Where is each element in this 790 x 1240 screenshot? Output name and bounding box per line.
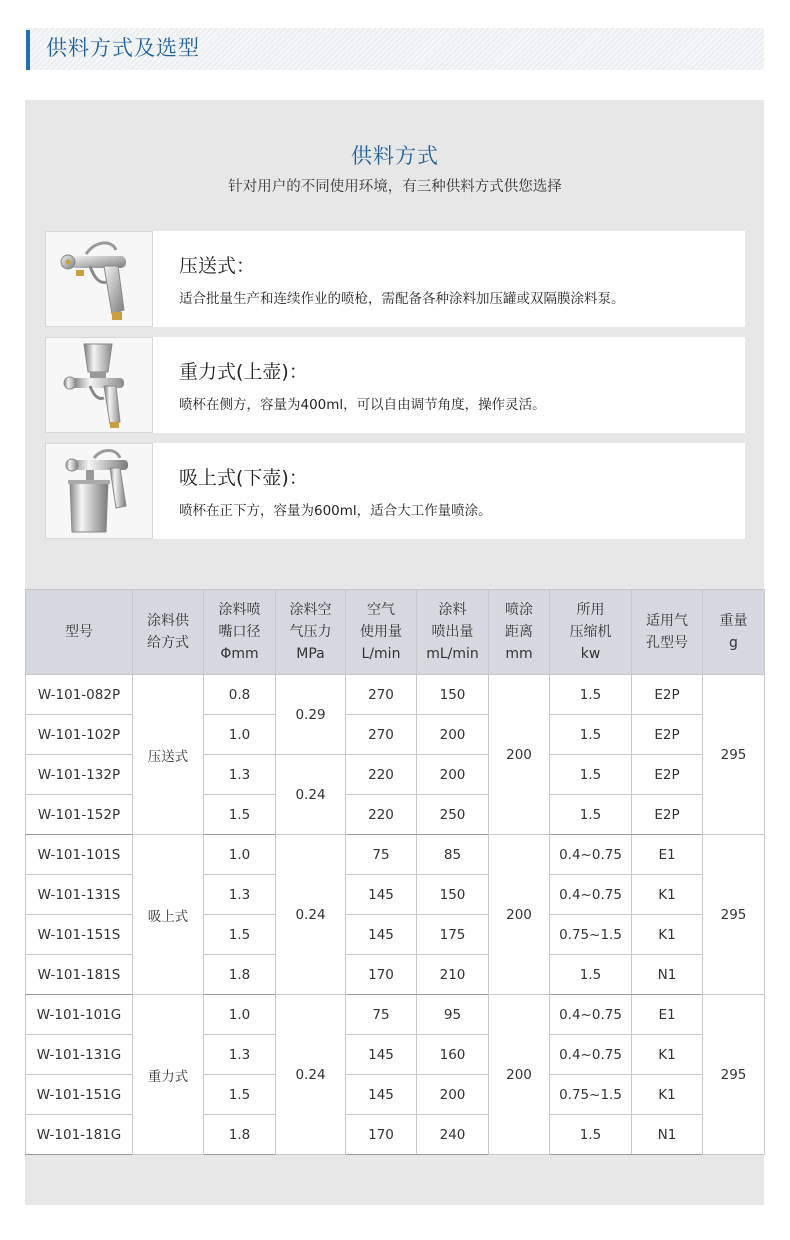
gravity-gun-svg xyxy=(46,338,152,432)
air-cap-cell: E2P xyxy=(632,715,703,755)
paint-output-cell: 95 xyxy=(417,995,489,1035)
model-cell: W-101-151S xyxy=(26,915,133,955)
card-desc: 适合批量生产和连续作业的喷枪，需配备各种涂料加压罐或双隔膜涂料泵。 xyxy=(179,291,625,307)
table-row xyxy=(26,995,765,1035)
header-line: 空气 xyxy=(367,602,395,618)
compressor-cell: 1.5 xyxy=(550,715,632,755)
suction-gun-svg xyxy=(46,444,152,538)
paint-output-cell: 200 xyxy=(417,1075,489,1115)
nozzle-cell: 1.5 xyxy=(204,915,276,955)
air-usage-cell: 75 xyxy=(346,835,417,875)
card-name: 重力式(上壶)： xyxy=(179,361,308,383)
paint-output-cell: 150 xyxy=(417,675,489,715)
compressor-cell: 0.4~0.75 xyxy=(550,835,632,875)
feed-card-pressure xyxy=(45,231,745,327)
air-usage-cell: 220 xyxy=(346,795,417,835)
pressure-cell: 0.24 xyxy=(276,835,346,995)
pressure-cell: 0.24 xyxy=(276,755,346,835)
header-line: 型号 xyxy=(65,624,93,640)
model-cell: W-101-101G xyxy=(26,995,133,1035)
header-line: mm xyxy=(505,646,533,662)
header-line: 重量 xyxy=(719,613,748,629)
spec-table xyxy=(25,589,765,1155)
table-header-cell xyxy=(417,590,489,675)
table-header-row xyxy=(26,590,765,675)
header-line: 适用气 xyxy=(646,613,688,629)
pressure-feed-spray-gun-icon xyxy=(45,231,153,327)
table-header-cell xyxy=(204,590,276,675)
weight-cell: 295 xyxy=(703,675,765,835)
table-header-cell xyxy=(133,590,204,675)
model-cell: W-101-101S xyxy=(26,835,133,875)
nozzle-cell: 1.8 xyxy=(204,1115,276,1155)
paint-output-cell: 200 xyxy=(417,715,489,755)
air-usage-cell: 270 xyxy=(346,675,417,715)
model-cell: W-101-131S xyxy=(26,875,133,915)
air-cap-cell: N1 xyxy=(632,955,703,995)
weight-cell: 295 xyxy=(703,995,765,1155)
card-desc: 喷杯在正下方，容量为600ml，适合大工作量喷涂。 xyxy=(179,503,492,519)
model-cell: W-101-151G xyxy=(26,1075,133,1115)
nozzle-cell: 0.8 xyxy=(204,675,276,715)
nozzle-cell: 1.0 xyxy=(204,715,276,755)
air-cap-cell: K1 xyxy=(632,1035,703,1075)
compressor-cell: 1.5 xyxy=(550,675,632,715)
header-line: Φmm xyxy=(220,646,259,662)
table-row xyxy=(26,675,765,715)
air-cap-cell: K1 xyxy=(632,1075,703,1115)
table-header-cell xyxy=(550,590,632,675)
nozzle-cell: 1.0 xyxy=(204,835,276,875)
nozzle-cell: 1.0 xyxy=(204,995,276,1035)
paint-output-cell: 175 xyxy=(417,915,489,955)
header-line: g xyxy=(729,635,738,651)
model-cell: W-101-132P xyxy=(26,755,133,795)
distance-cell: 200 xyxy=(489,835,550,995)
air-usage-cell: 170 xyxy=(346,1115,417,1155)
model-cell: W-101-131G xyxy=(26,1035,133,1075)
table-header-cell xyxy=(276,590,346,675)
air-cap-cell: E1 xyxy=(632,835,703,875)
table-header-cell xyxy=(346,590,417,675)
distance-cell: 200 xyxy=(489,995,550,1155)
paint-output-cell: 200 xyxy=(417,755,489,795)
compressor-cell: 0.4~0.75 xyxy=(550,1035,632,1075)
paint-output-cell: 150 xyxy=(417,875,489,915)
air-cap-cell: N1 xyxy=(632,1115,703,1155)
compressor-cell: 1.5 xyxy=(550,755,632,795)
feed-method-cell: 重力式 xyxy=(133,995,204,1155)
nozzle-cell: 1.5 xyxy=(204,1075,276,1115)
pressure-gun-svg xyxy=(46,232,152,326)
nozzle-cell: 1.3 xyxy=(204,875,276,915)
header-line: 涂料供 xyxy=(147,613,189,629)
nozzle-cell: 1.8 xyxy=(204,955,276,995)
header-line: 给方式 xyxy=(147,635,189,651)
model-cell: W-101-082P xyxy=(26,675,133,715)
model-cell: W-101-152P xyxy=(26,795,133,835)
model-cell: W-101-181G xyxy=(26,1115,133,1155)
table-head xyxy=(26,590,765,675)
section-subtitle: 针对用户的不同使用环境，有三种供料方式供您选择 xyxy=(228,179,562,195)
feed-card-suction xyxy=(45,443,745,539)
paint-output-cell: 240 xyxy=(417,1115,489,1155)
feed-method-cell: 压送式 xyxy=(133,675,204,835)
air-usage-cell: 145 xyxy=(346,875,417,915)
header-line: 孔型号 xyxy=(646,635,688,651)
weight-cell: 295 xyxy=(703,835,765,995)
header-line: 喷涂 xyxy=(505,602,533,618)
header-accent xyxy=(26,30,30,70)
model-cell: W-101-102P xyxy=(26,715,133,755)
header-line: 涂料空 xyxy=(289,602,332,618)
table-header-cell xyxy=(703,590,765,675)
air-cap-cell: E2P xyxy=(632,675,703,715)
air-usage-cell: 145 xyxy=(346,1075,417,1115)
header-line: 距离 xyxy=(505,624,533,640)
header-line: 喷出量 xyxy=(431,624,474,640)
header-line: MPa xyxy=(296,646,325,662)
paint-output-cell: 160 xyxy=(417,1035,489,1075)
gravity-feed-spray-gun-icon xyxy=(45,337,153,433)
table-header-cell xyxy=(632,590,703,675)
air-usage-cell: 170 xyxy=(346,955,417,995)
paint-output-cell: 210 xyxy=(417,955,489,995)
air-cap-cell: E2P xyxy=(632,795,703,835)
paint-output-cell: 250 xyxy=(417,795,489,835)
table-header-cell xyxy=(26,590,133,675)
compressor-cell: 1.5 xyxy=(550,955,632,995)
air-cap-cell: E2P xyxy=(632,755,703,795)
card-name: 吸上式(下壶)： xyxy=(179,467,308,489)
header-line: L/min xyxy=(361,646,401,662)
header-line: 压缩机 xyxy=(569,624,612,640)
table-row xyxy=(26,835,765,875)
feed-method-cell: 吸上式 xyxy=(133,835,204,995)
compressor-cell: 0.4~0.75 xyxy=(550,995,632,1035)
table-body xyxy=(26,675,765,1155)
paint-output-cell: 85 xyxy=(417,835,489,875)
card-name: 压送式： xyxy=(179,255,256,277)
header-line: 涂料 xyxy=(438,602,467,618)
model-cell: W-101-181S xyxy=(26,955,133,995)
header-line: 涂料喷 xyxy=(218,602,261,618)
suction-feed-spray-gun-icon xyxy=(45,443,153,539)
air-usage-cell: 75 xyxy=(346,995,417,1035)
air-cap-cell: E1 xyxy=(632,995,703,1035)
section-title: 供料方式 xyxy=(351,144,439,168)
header-line: 所用 xyxy=(576,602,605,618)
air-usage-cell: 270 xyxy=(346,715,417,755)
air-usage-cell: 145 xyxy=(346,1035,417,1075)
compressor-cell: 1.5 xyxy=(550,1115,632,1155)
air-usage-cell: 220 xyxy=(346,755,417,795)
table-header-cell xyxy=(489,590,550,675)
compressor-cell: 0.4~0.75 xyxy=(550,875,632,915)
distance-cell: 200 xyxy=(489,675,550,835)
air-cap-cell: K1 xyxy=(632,915,703,955)
compressor-cell: 1.5 xyxy=(550,795,632,835)
header-line: kw xyxy=(580,646,601,662)
header-line: 气压力 xyxy=(289,624,332,640)
card-desc: 喷杯在侧方，容量为400ml，可以自由调节角度，操作灵活。 xyxy=(179,397,546,413)
nozzle-cell: 1.3 xyxy=(204,1035,276,1075)
header-line: 使用量 xyxy=(360,624,402,640)
air-cap-cell: K1 xyxy=(632,875,703,915)
nozzle-cell: 1.5 xyxy=(204,795,276,835)
page-title: 供料方式及选型 xyxy=(46,36,200,60)
pressure-cell: 0.29 xyxy=(276,675,346,755)
header-line: 嘴口径 xyxy=(218,624,261,640)
feed-card-gravity xyxy=(45,337,745,433)
nozzle-cell: 1.3 xyxy=(204,755,276,795)
pressure-cell: 0.24 xyxy=(276,995,346,1155)
compressor-cell: 0.75~1.5 xyxy=(550,1075,632,1115)
air-usage-cell: 145 xyxy=(346,915,417,955)
compressor-cell: 0.75~1.5 xyxy=(550,915,632,955)
header-line: mL/min xyxy=(426,646,479,662)
